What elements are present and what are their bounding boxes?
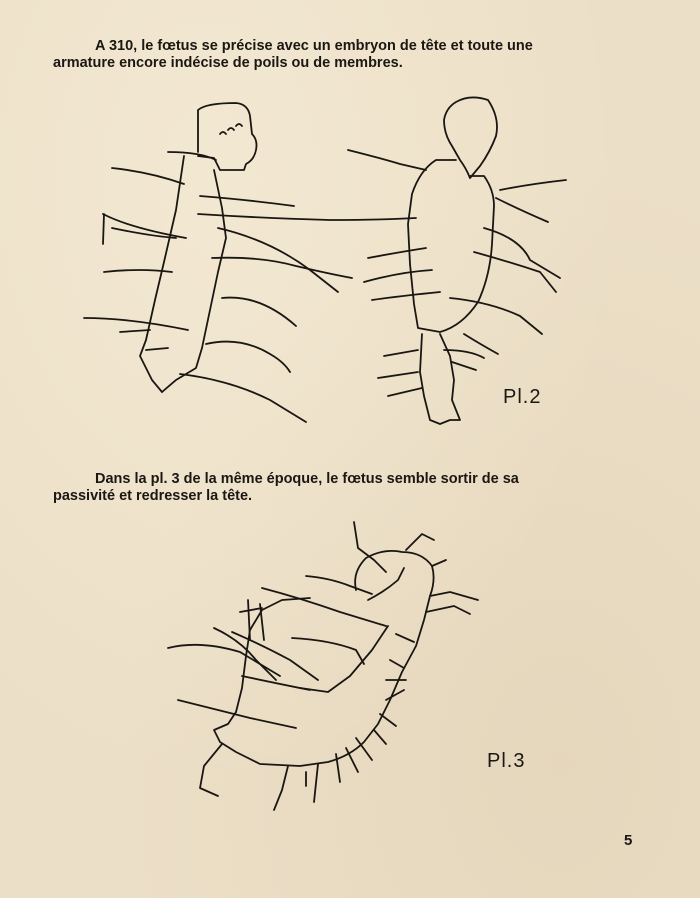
plate-2-label: Pl.2 [503, 386, 542, 408]
paragraph-line: passivité et redresser la tête. [53, 488, 253, 504]
paragraph-line: Dans la pl. 3 de la même époque, le fœtus semble sortir de sa [95, 471, 519, 487]
paragraph-line: armature encore indécise de poils ou de membres. [53, 55, 403, 71]
page-number: 5 [624, 832, 633, 849]
plate-3-inner [300, 626, 388, 692]
plate-3-label: Pl.3 [487, 750, 526, 772]
paragraph-line: A 310, le fœtus se précise avec un embryon de tête et toute une [95, 38, 533, 54]
plate-3-arm [200, 744, 222, 796]
plate-3-head [214, 551, 434, 766]
